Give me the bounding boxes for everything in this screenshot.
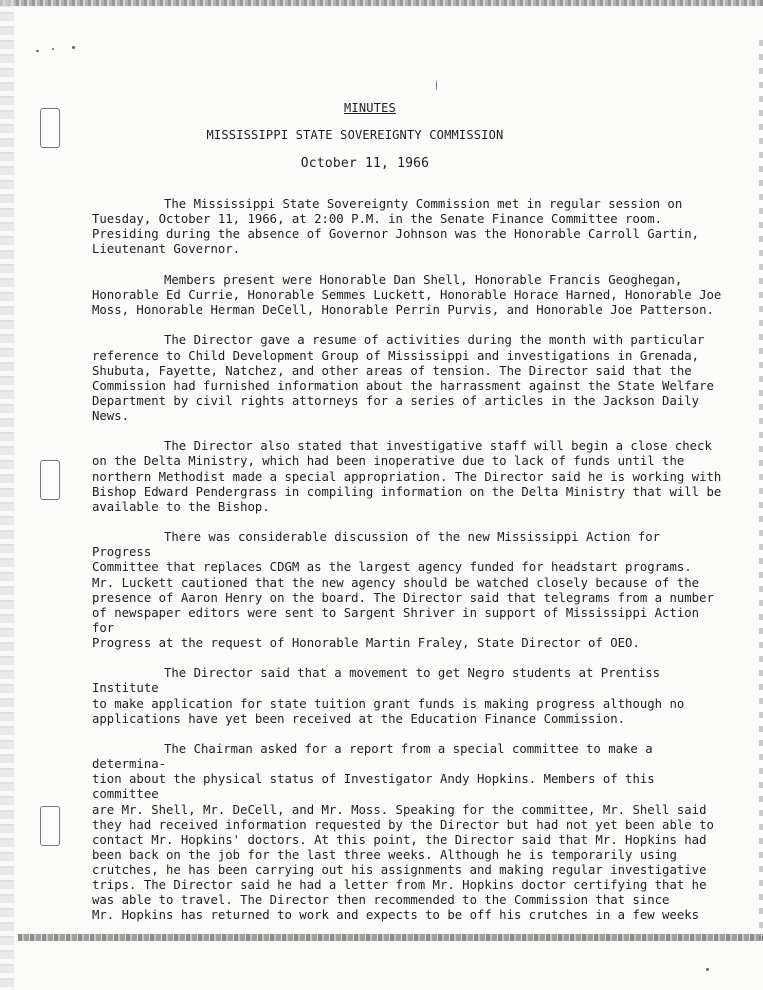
- scan-speck: [706, 968, 709, 971]
- scan-speck: [36, 50, 39, 52]
- organization-heading: MISSISSIPPI STATE SOVEREIGNTY COMMISSION: [206, 128, 504, 142]
- scan-speck: [72, 46, 75, 49]
- paragraph-prentiss: The Director said that a movement to get Negro students at Prentiss Institute to make application for state tuition grant funds is making progress although no applications have yet been received at the Education Finance Commission.: [92, 666, 685, 726]
- punch-hole-middle: [40, 460, 60, 500]
- scan-speck: [436, 80, 437, 90]
- punch-hole-top: [40, 108, 60, 148]
- scan-edge-left: [0, 0, 14, 990]
- paragraph-action-for-progress: There was considerable discussion of the new Mississippi Action for Progress Committee that replaces CDGM as the largest agency funded for headstart programs. Mr. Luckett cautioned that the new agency should be watched closely because of the presence of Aaron Henry on the board. The Director said that telegrams from a number of newspaper editors were sent to Sargent Shriver in support of Mississippi Action for Progress at the request of Honorable Martin Fraley, State Director of OEO.: [92, 530, 714, 650]
- punch-hole-bottom: [40, 806, 60, 846]
- paragraph-session: The Mississippi State Sovereignty Commission met in regular session on Tuesday, October 11, 1966, at 2:00 P.M. in the Senate Finance Committee room. Presiding during the absence of Governor Johnson was the Honorable Carroll Gartin, Lieutenant Governor.: [92, 197, 700, 257]
- paragraph-members: Members present were Honorable Dan Shell, Honorable Francis Geoghegan, Honorable Ed Currie, Honorable Semmes Luckett, Honorable Horace Harned, Honorable Joe Moss, Honorable Herman DeCell, Honorable Perrin Purvis, and Honorable Joe Patterson.: [92, 272, 722, 317]
- document-title: MINUTES: [344, 101, 396, 115]
- paragraph-delta-ministry: The Director also stated that investigative staff will begin a close check on the Delta Ministry, which had been inoperative due to lack of funds until the northern Methodist made a special appropriation. The Director said he is working with Bishop Edward Pendergrass in compiling information on the Delta Ministry that will be available to the Bishop.: [92, 439, 722, 514]
- paragraph-hopkins: The Chairman asked for a report from a special committee to make a determina- tion about the physical status of Investigator Andy Hopkins. Members of this committee are Mr. Shell, Mr. DeCell, and Mr. Moss. Speaking for the committee, Mr. Shell said they had received information requested by the Director but had not yet been able to contact Mr. Hopkins' doctors. At this point, the Director said that Mr. Hopkins had been back on the job for the last three weeks. Although he is temporarily using crutches, he has been carrying out his assignments and making regular investigative trips. The Director said he had a letter from Mr. Hopkins doctor certifying that he was able to travel. The Director then recommended to the Commission that since Mr. Hopkins has returned to work and expects to be off his crutches in a few weeks: [92, 742, 714, 923]
- minutes-body: [92, 197, 722, 939]
- paragraph-resume: The Director gave a resume of activities during the month with particular reference to Child Development Group of Mississippi and investigations in Grenada, Shubuta, Fayette, Natchez, and other areas of tension. The Director said that the Commission had furnished information about the harrassment against the State Welfare Department by civil rights attorneys for a series of articles in the Jackson Daily News.: [92, 333, 714, 423]
- scan-edge-top: [0, 0, 763, 6]
- scan-speck: [52, 48, 54, 50]
- scan-edge-right: [759, 40, 763, 940]
- meeting-date: October 11, 1966: [300, 156, 430, 171]
